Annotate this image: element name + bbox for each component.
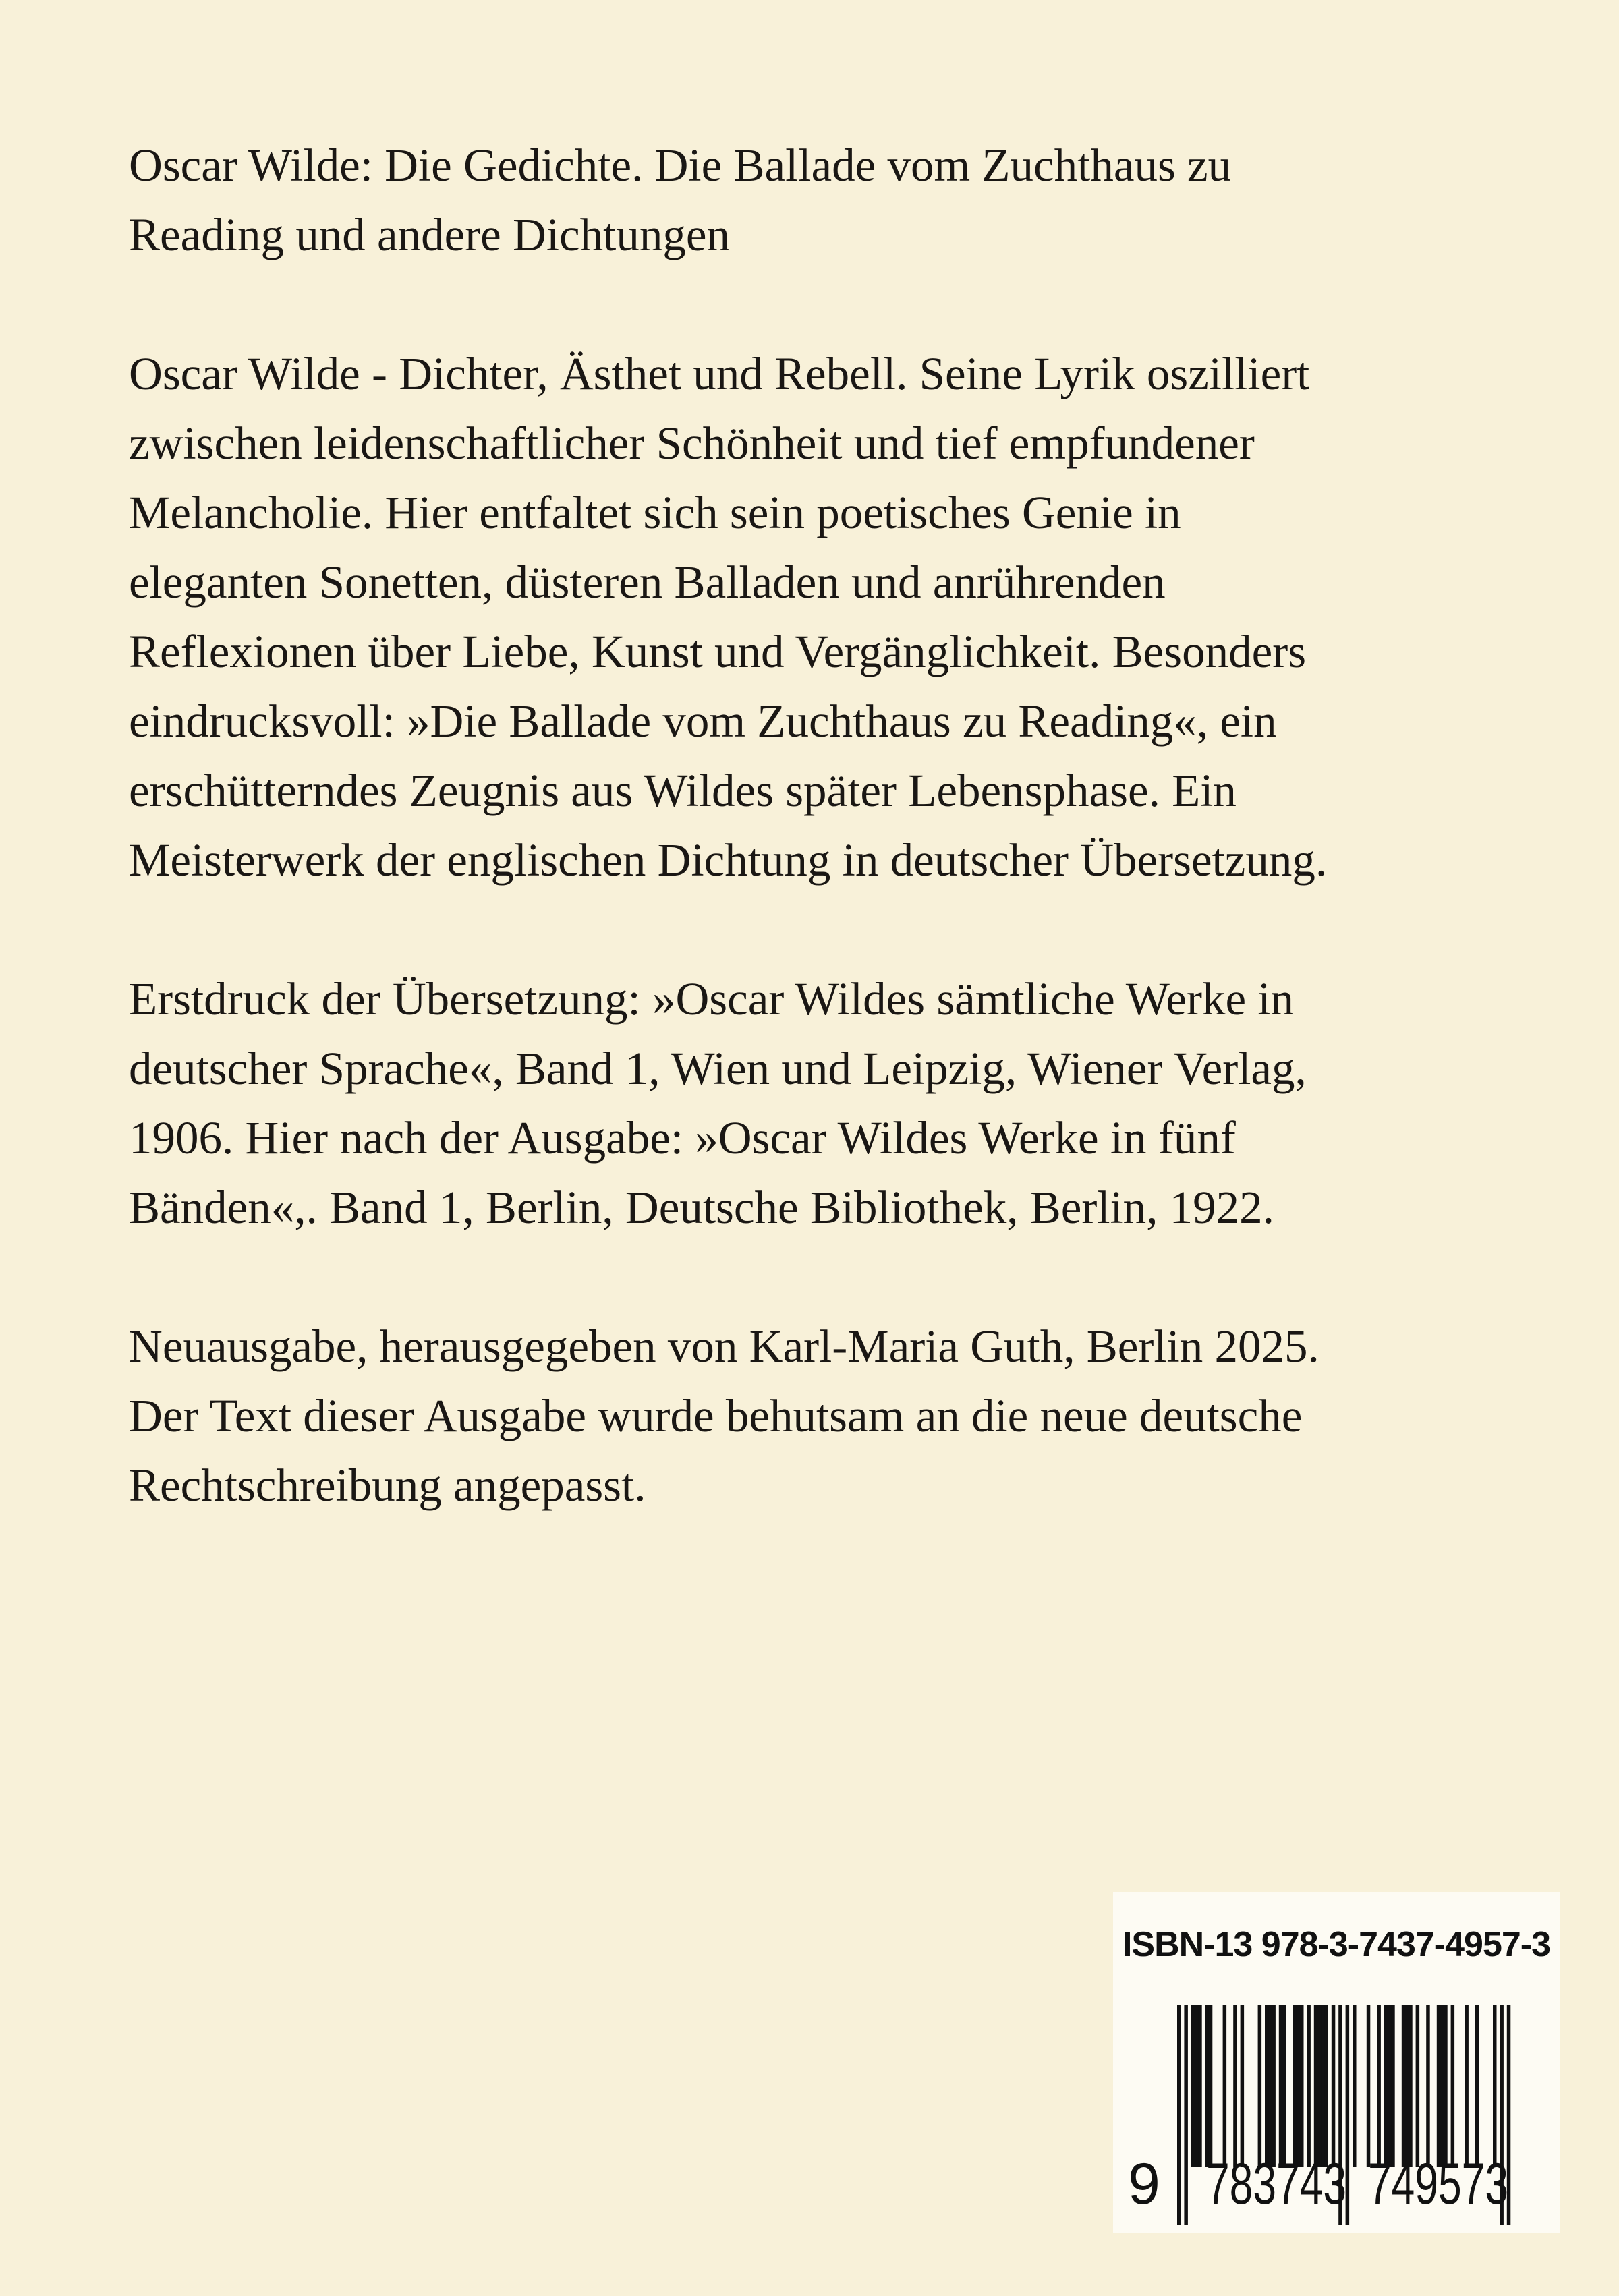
text-line: zwischen leidenschaftlicher Schönheit und tief empfundener <box>129 418 1255 469</box>
barcode-bar <box>1332 2005 1336 2167</box>
barcode-bar <box>1391 2005 1395 2167</box>
text-line: 1906. Hier nach der Ausgabe: »Oscar Wildes Werke in fünf <box>129 1112 1236 1164</box>
barcode-bar <box>1402 2005 1406 2167</box>
text-line: Reading und andere Dichtungen <box>129 209 730 260</box>
barcode-bar <box>1426 2005 1430 2167</box>
barcode-bar <box>1384 2005 1388 2167</box>
edition-paragraph <box>129 1312 1327 1520</box>
text-line: Neuausgabe, herausgegeben von Karl-Maria Guth, Berlin 2025. <box>129 1321 1319 1372</box>
barcode-bar <box>1321 2005 1325 2167</box>
text-line: eleganten Sonetten, düsteren Balladen und anrührenden <box>129 556 1166 608</box>
barcode-bar <box>1268 2005 1272 2167</box>
text-line: Rechtschreibung angepasst. <box>129 1460 646 1511</box>
barcode-bar <box>1405 2005 1409 2167</box>
isbn-barcode-box <box>1113 1892 1560 2233</box>
description-paragraph <box>129 339 1327 895</box>
text-line: Der Text dieser Ausgabe wurde behutsam an die neue deutsche <box>129 1390 1303 1441</box>
barcode-bar <box>1353 2005 1357 2167</box>
barcode-bar <box>1317 2005 1322 2167</box>
barcode-guard-bar <box>1177 2005 1181 2225</box>
title-paragraph <box>129 131 1327 270</box>
barcode-first-digit: 9 <box>1128 2152 1160 2216</box>
barcode-bar <box>1440 2005 1444 2167</box>
barcode-bar <box>1191 2005 1195 2167</box>
barcode-bar <box>1493 2005 1497 2167</box>
barcode-guard-bar <box>1184 2005 1188 2225</box>
barcode-bar <box>1300 2005 1304 2167</box>
barcode-bar <box>1223 2005 1227 2167</box>
barcode-bar <box>1314 2005 1318 2167</box>
barcode-bar <box>1233 2005 1237 2167</box>
text-line: Bänden«,. Band 1, Berlin, Deutsche Bibliothek, Berlin, 1922. <box>129 1182 1274 1233</box>
barcode-bar <box>1279 2005 1283 2167</box>
barcode-bar <box>1475 2005 1479 2167</box>
text-line: Oscar Wilde: Die Gedichte. Die Ballade vom Zuchthaus zu <box>129 140 1232 191</box>
first-print-paragraph <box>129 965 1327 1242</box>
barcode-bar <box>1451 2005 1455 2167</box>
barcode-left-digits: 783743 <box>1206 2152 1346 2216</box>
back-cover-text <box>129 131 1327 1520</box>
text-line: Melancholie. Hier entfaltet sich sein poetisches Genie in <box>129 487 1181 538</box>
barcode-bar <box>1377 2005 1381 2167</box>
barcode-bar <box>1282 2005 1286 2167</box>
barcode-bar <box>1324 2005 1328 2167</box>
text-line: Oscar Wilde - Dichter, Ästhet und Rebell. Seine Lyrik oszilliert <box>129 348 1310 399</box>
barcode-bar <box>1195 2005 1199 2167</box>
text-line: Reflexionen über Liebe, Kunst und Vergänglichkeit. Besonders <box>129 626 1307 677</box>
barcode-bar <box>1444 2005 1448 2167</box>
barcode-right-digits: 749573 <box>1368 2152 1508 2216</box>
barcode-bar <box>1297 2005 1301 2167</box>
barcode-bar <box>1409 2005 1413 2167</box>
barcode <box>1113 1892 1560 2233</box>
barcode-bar <box>1416 2005 1420 2167</box>
text-line: eindrucksvoll: »Die Ballade vom Zuchthaus zu Reading«, ein <box>129 695 1277 747</box>
barcode-bar <box>1293 2005 1297 2167</box>
barcode-bar <box>1198 2005 1202 2167</box>
text-line: Meisterwerk der englischen Dichtung in deutscher Übersetzung. <box>129 834 1328 886</box>
barcode-bar <box>1272 2005 1276 2167</box>
barcode-bar <box>1258 2005 1262 2167</box>
isbn-label: ISBN-13 978-3-7437-4957-3 <box>1122 1925 1551 1964</box>
barcode-bar <box>1265 2005 1269 2167</box>
barcode-bar <box>1209 2005 1213 2167</box>
barcode-bar <box>1437 2005 1441 2167</box>
barcode-bar <box>1307 2005 1311 2167</box>
barcode-bar <box>1388 2005 1392 2167</box>
text-line: erschütterndes Zeugnis aus Wildes später Lebensphase. Ein <box>129 765 1237 816</box>
text-line: Erstdruck der Übersetzung: »Oscar Wildes sämtliche Werke in <box>129 973 1294 1025</box>
barcode-bar <box>1465 2005 1469 2167</box>
text-line: deutscher Sprache«, Band 1, Wien und Leipzig, Wiener Verlag, <box>129 1043 1307 1094</box>
barcode-bar <box>1241 2005 1245 2167</box>
barcode-bar <box>1205 2005 1210 2167</box>
barcode-bar <box>1367 2005 1371 2167</box>
